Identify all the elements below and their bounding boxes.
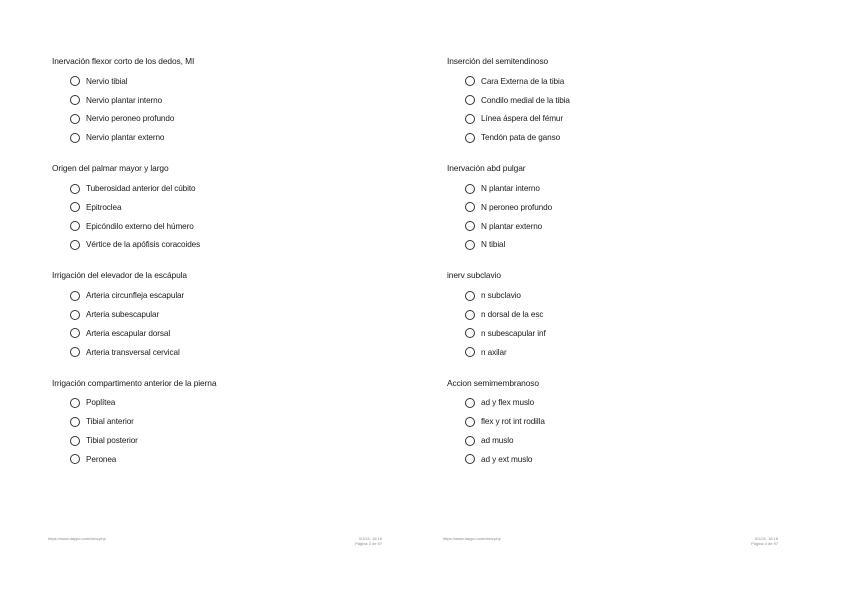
radio-button[interactable] <box>465 221 475 231</box>
radio-button[interactable] <box>465 454 475 464</box>
question-block <box>52 264 392 361</box>
answer-label: Tibial posterior <box>86 436 138 446</box>
radio-button[interactable] <box>70 310 80 320</box>
answer-label: ad y flex muslo <box>481 398 535 408</box>
footer-date: 3/1/24, 16:16 <box>754 536 778 541</box>
footer-url-right: https://www.daypo.com/view.php <box>443 536 501 541</box>
answer-label: Línea áspera del fémur <box>481 114 564 124</box>
answer-option[interactable] <box>447 91 787 110</box>
answer-option[interactable] <box>447 324 787 343</box>
radio-button[interactable] <box>70 454 80 464</box>
question-block <box>52 372 392 469</box>
answer-label: Vértice de la apófisis coracoides <box>86 240 201 250</box>
answer-option[interactable] <box>447 286 787 305</box>
radio-button[interactable] <box>465 328 475 338</box>
answer-option[interactable] <box>52 412 392 431</box>
answer-option[interactable] <box>447 450 787 469</box>
answer-label: Epicóndilo externo del húmero <box>86 221 194 231</box>
answer-label: Arteria circunfleja escapular <box>86 291 185 301</box>
footer-meta-left <box>320 536 382 546</box>
answer-label: Epitroclea <box>86 202 122 212</box>
radio-button[interactable] <box>70 202 80 212</box>
radio-button[interactable] <box>70 133 80 143</box>
answer-label: N peroneo profundo <box>481 202 553 212</box>
answer-option[interactable] <box>447 72 787 91</box>
question-title: Accion semimembranoso <box>447 377 539 388</box>
right-question-column <box>447 50 787 479</box>
radio-button[interactable] <box>70 95 80 105</box>
footer-page-number: Página 4 de 97 <box>751 541 778 546</box>
answer-option[interactable] <box>52 91 392 110</box>
answer-option[interactable] <box>447 236 787 255</box>
radio-button[interactable] <box>70 291 80 301</box>
answer-option[interactable] <box>447 128 787 147</box>
answer-label: flex y rot int rodilla <box>481 417 545 427</box>
radio-button[interactable] <box>70 184 80 194</box>
answer-label: Cara Externa de la tibia <box>481 76 565 86</box>
answer-option[interactable] <box>447 198 787 217</box>
answer-label: ad y ext muslo <box>481 454 533 464</box>
radio-button[interactable] <box>465 76 475 86</box>
answer-label: N plantar externo <box>481 221 543 231</box>
question-block <box>52 157 392 254</box>
answer-option[interactable] <box>447 343 787 362</box>
answer-option[interactable] <box>447 179 787 198</box>
answer-option[interactable] <box>447 394 787 413</box>
answer-option[interactable] <box>447 431 787 450</box>
radio-button[interactable] <box>465 347 475 357</box>
radio-button[interactable] <box>70 328 80 338</box>
answer-option[interactable] <box>52 110 392 129</box>
answer-option[interactable] <box>447 110 787 129</box>
answer-option[interactable] <box>52 431 392 450</box>
radio-button[interactable] <box>465 398 475 408</box>
radio-button[interactable] <box>70 436 80 446</box>
question-block <box>447 50 787 147</box>
question-block <box>447 372 787 469</box>
question-title: Irrigación del elevador de la escápula <box>52 270 187 281</box>
answer-option[interactable] <box>447 412 787 431</box>
radio-button[interactable] <box>465 291 475 301</box>
left-question-column <box>52 50 392 479</box>
question-block <box>447 157 787 254</box>
question-block <box>52 50 392 147</box>
radio-button[interactable] <box>70 240 80 250</box>
answer-option[interactable] <box>52 72 392 91</box>
question-title: Inserción del semitendinoso <box>447 56 549 66</box>
radio-button[interactable] <box>70 114 80 124</box>
answer-label: N tibial <box>481 240 506 250</box>
radio-button[interactable] <box>465 184 475 194</box>
answer-option[interactable] <box>52 324 392 343</box>
answer-option[interactable] <box>52 305 392 324</box>
radio-button[interactable] <box>465 95 475 105</box>
question-title: inerv subclavio <box>447 270 501 281</box>
answer-option[interactable] <box>52 179 392 198</box>
footer-page-number: Página 3 de 97 <box>355 541 382 546</box>
answer-label: n axilar <box>481 347 507 357</box>
answer-label: Arteria escapular dorsal <box>86 328 171 338</box>
answer-label: Condilo medial de la tibia <box>481 95 570 105</box>
answer-option[interactable] <box>52 217 392 236</box>
question-title: Inervación flexor corto de los dedos, MI <box>52 56 195 66</box>
answer-option[interactable] <box>52 343 392 362</box>
radio-button[interactable] <box>465 240 475 250</box>
answer-option[interactable] <box>52 394 392 413</box>
answer-label: n subescapular inf <box>481 328 546 338</box>
radio-button[interactable] <box>70 76 80 86</box>
answer-option[interactable] <box>52 236 392 255</box>
answer-label: Nervio peroneo profundo <box>86 114 175 124</box>
question-title: Irrigación compartimento anterior de la pierna <box>52 377 217 388</box>
answer-label: Arteria transversal cervical <box>86 347 180 357</box>
radio-button[interactable] <box>70 417 80 427</box>
answer-label: Arteria subescapular <box>86 310 160 320</box>
radio-button[interactable] <box>70 347 80 357</box>
radio-button[interactable] <box>465 417 475 427</box>
radio-button[interactable] <box>465 436 475 446</box>
radio-button[interactable] <box>465 114 475 124</box>
question-title: Inervación abd pulgar <box>447 163 526 174</box>
footer-meta-right <box>716 536 778 546</box>
radio-button[interactable] <box>465 202 475 212</box>
answer-option[interactable] <box>52 128 392 147</box>
answer-label: Nervio plantar externo <box>86 133 165 143</box>
question-title: Origen del palmar mayor y largo <box>52 163 169 174</box>
answer-label: Nervio plantar interno <box>86 95 163 105</box>
answer-label: Tibial anterior <box>86 417 134 427</box>
answer-label: Tuberosidad anterior del cúbito <box>86 184 196 194</box>
answer-label: N plantar interno <box>481 184 540 194</box>
answer-label: Peronea <box>86 454 117 464</box>
footer-date: 3/1/24, 16:16 <box>358 536 382 541</box>
answer-label: Tendón pata de ganso <box>481 133 561 143</box>
question-block <box>447 264 787 361</box>
radio-button[interactable] <box>70 398 80 408</box>
radio-button[interactable] <box>465 133 475 143</box>
answer-label: Nervio tibial <box>86 76 128 86</box>
answer-label: Poplítea <box>86 398 116 408</box>
answer-option[interactable] <box>52 198 392 217</box>
answer-option[interactable] <box>52 286 392 305</box>
radio-button[interactable] <box>465 310 475 320</box>
answer-option[interactable] <box>447 305 787 324</box>
footer-url-left: https://www.daypo.com/view.php <box>48 536 106 541</box>
radio-button[interactable] <box>70 221 80 231</box>
answer-option[interactable] <box>52 450 392 469</box>
answer-option[interactable] <box>447 217 787 236</box>
answer-label: n subclavio <box>481 291 521 301</box>
answer-label: n dorsal de la esc <box>481 310 544 320</box>
answer-label: ad muslo <box>481 436 514 446</box>
